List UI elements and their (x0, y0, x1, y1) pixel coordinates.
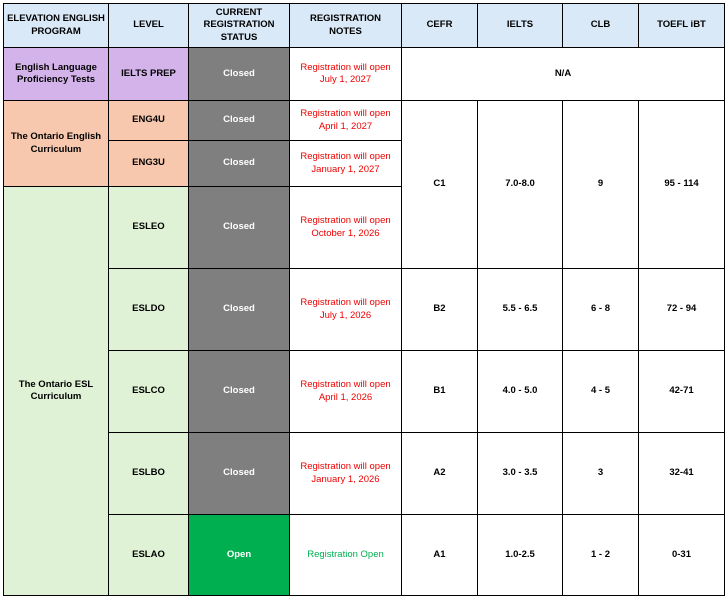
header-notes: REGISTRATION NOTES (290, 4, 402, 48)
header-ielts: IELTS (478, 4, 563, 48)
program-ontario-esl: The Ontario ESL Curriculum (4, 187, 109, 596)
registration-note: Registration will open July 1, 2026 (290, 269, 402, 351)
table-row (4, 101, 725, 141)
toefl-cell: 42-71 (639, 351, 725, 433)
header-status: CURRENT REGISTRATION STATUS (189, 4, 290, 48)
header-cefr: CEFR (402, 4, 478, 48)
cefr-cell: A2 (402, 433, 478, 515)
registration-note: Registration will open January 1, 2026 (290, 433, 402, 515)
registration-note: Registration will open April 1, 2027 (290, 101, 402, 141)
header-row (4, 4, 725, 48)
status-badge: Closed (189, 351, 290, 433)
registration-note: Registration will open January 1, 2027 (290, 141, 402, 187)
status-badge: Open (189, 515, 290, 596)
status-badge: Closed (189, 187, 290, 269)
clb-cell: 4 - 5 (563, 351, 639, 433)
ielts-cell: 7.0-8.0 (478, 101, 563, 269)
table-row (4, 433, 725, 515)
program-ontario-english: The Ontario English Curriculum (4, 101, 109, 187)
clb-cell: 9 (563, 101, 639, 269)
toefl-cell: 95 - 114 (639, 101, 725, 269)
level-cell: IELTS PREP (109, 48, 189, 101)
level-cell: ESLAO (109, 515, 189, 596)
clb-cell: 6 - 8 (563, 269, 639, 351)
table-row (4, 269, 725, 351)
toefl-cell: 72 - 94 (639, 269, 725, 351)
cefr-cell: A1 (402, 515, 478, 596)
status-badge: Closed (189, 48, 290, 101)
toefl-cell: 0-31 (639, 515, 725, 596)
program-proficiency: English Language Proficiency Tests (4, 48, 109, 101)
header-toefl: TOEFL iBT (639, 4, 725, 48)
toefl-cell: 32-41 (639, 433, 725, 515)
clb-cell: 1 - 2 (563, 515, 639, 596)
registration-note: Registration will open July 1, 2027 (290, 48, 402, 101)
scores-na: N/A (402, 48, 725, 101)
cefr-cell: B1 (402, 351, 478, 433)
table-row (4, 48, 725, 101)
ielts-cell: 5.5 - 6.5 (478, 269, 563, 351)
registration-table (3, 3, 725, 596)
ielts-cell: 3.0 - 3.5 (478, 433, 563, 515)
registration-note: Registration Open (290, 515, 402, 596)
level-cell: ESLBO (109, 433, 189, 515)
clb-cell: 3 (563, 433, 639, 515)
level-cell: ENG3U (109, 141, 189, 187)
status-badge: Closed (189, 269, 290, 351)
table-row (4, 351, 725, 433)
level-cell: ESLCO (109, 351, 189, 433)
ielts-cell: 4.0 - 5.0 (478, 351, 563, 433)
cefr-cell: C1 (402, 101, 478, 269)
header-level: LEVEL (109, 4, 189, 48)
level-cell: ESLEO (109, 187, 189, 269)
status-badge: Closed (189, 101, 290, 141)
level-cell: ENG4U (109, 101, 189, 141)
ielts-cell: 1.0-2.5 (478, 515, 563, 596)
registration-note: Registration will open April 1, 2026 (290, 351, 402, 433)
registration-note: Registration will open October 1, 2026 (290, 187, 402, 269)
status-badge: Closed (189, 433, 290, 515)
cefr-cell: B2 (402, 269, 478, 351)
level-cell: ESLDO (109, 269, 189, 351)
header-clb: CLB (563, 4, 639, 48)
table-row (4, 515, 725, 596)
header-program: ELEVATION ENGLISH PROGRAM (4, 4, 109, 48)
status-badge: Closed (189, 141, 290, 187)
